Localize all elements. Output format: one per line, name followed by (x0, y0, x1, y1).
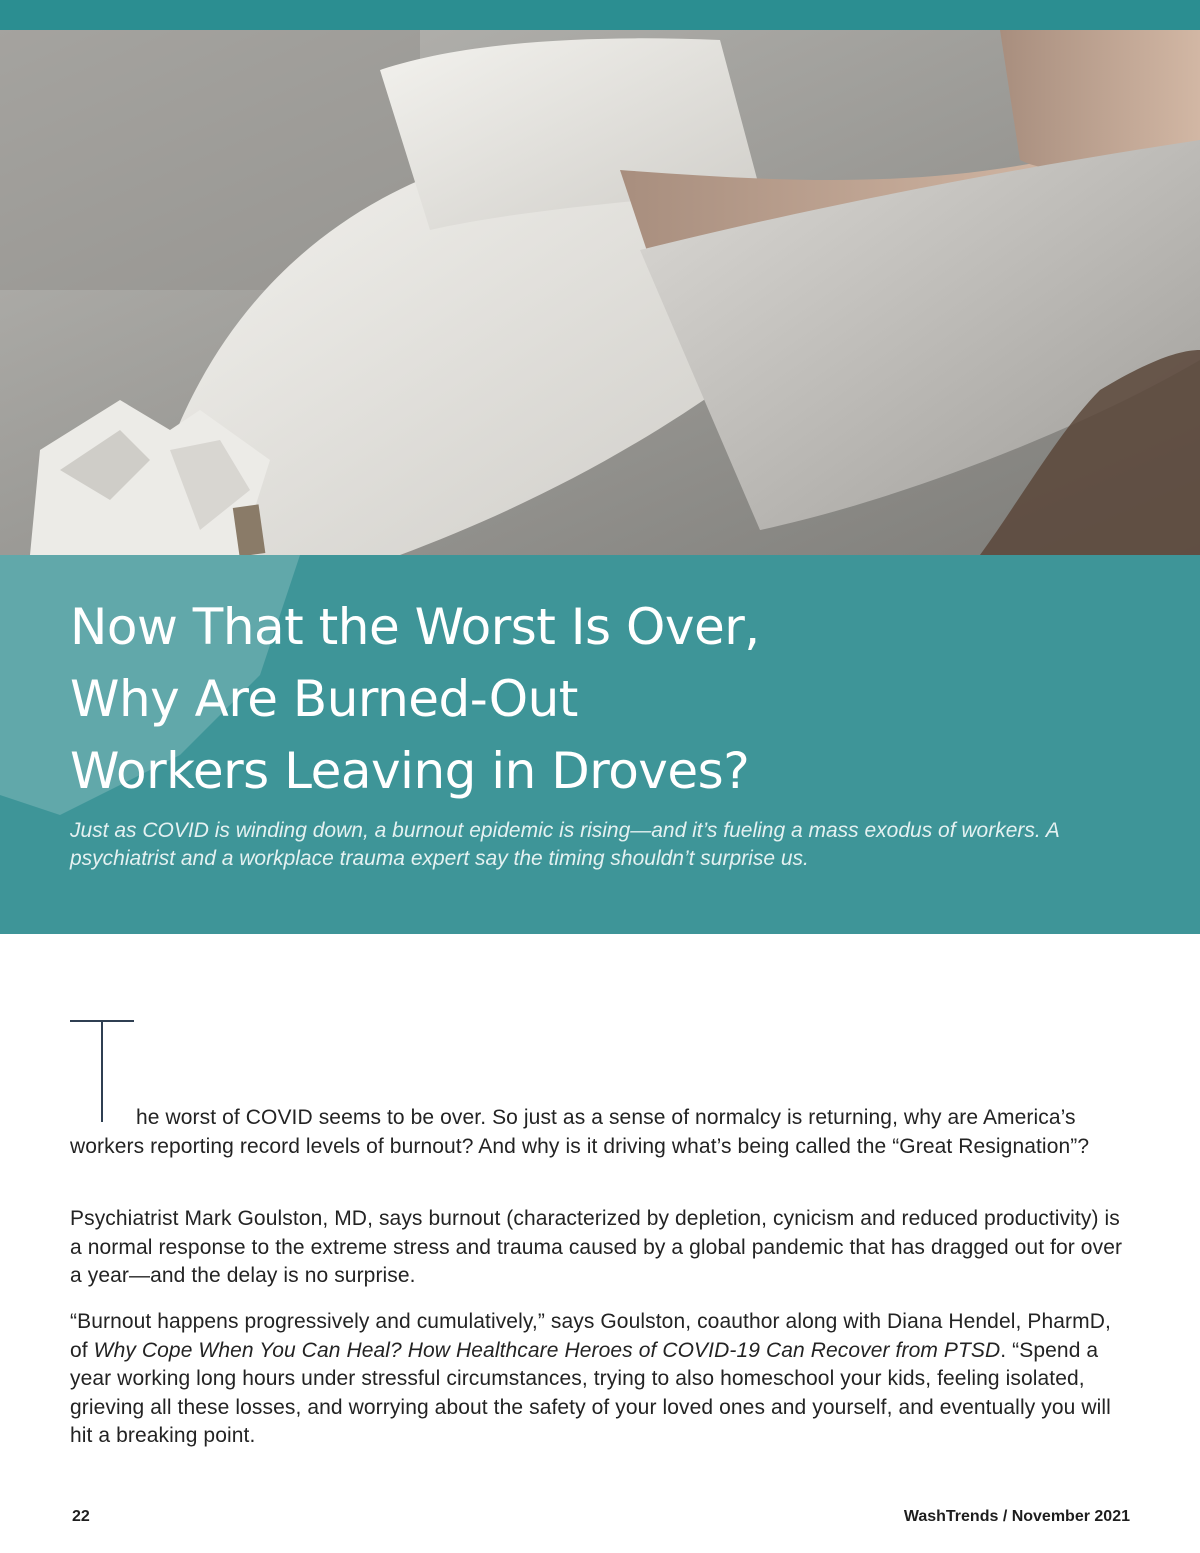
title-band (0, 555, 1200, 934)
deck-subtitle: Just as COVID is winding down, a burnout epidemic is rising—and it’s fueling a mass exodus of workers. A psychiatrist and a workplace trauma expert say the timing shouldn’t surprise us. (70, 819, 1060, 870)
paragraph-2: Psychiatrist Mark Goulston, MD, says burnout (characterized by depletion, cynicism and reduced productivity) is a normal response to the extreme stress and trauma caused by a global pandemic that has dragged out for over a year—and the delay is no surprise. (70, 1207, 1123, 1287)
hero-photo-illustration (0, 30, 1200, 555)
headline-line: Workers Leaving in Droves? (70, 742, 750, 800)
paragraph-3-lead: “Burnout happens progressively and cumulatively,” says Goulston, coauthor along with Diana Hendel, PharmD, of (70, 1310, 1111, 1362)
headline-line: Now That the Worst Is Over, (70, 598, 760, 656)
paragraph-1: he worst of COVID seems to be over. So just as a sense of normalcy is returning, why are America’s workers reporting record levels of burnout? And why is it driving what’s being called the “Great Resignation”? (70, 1106, 1090, 1158)
page-number: 22 (72, 1508, 90, 1525)
headline (70, 591, 1120, 807)
book-title: Why Cope When You Can Heal? How Healthcare Heroes of COVID-19 Can Recover from PTSD (93, 1338, 1001, 1362)
paragraph-3 (70, 1308, 1130, 1451)
paragraph-3-rest: . “Spend a year working long hours under stressful circumstances, trying to also homeschool your kids, feeling isolated, grieving all these losses, and worrying about the safety of your loved ones and yourself, and eventually you will hit a breaking point. (70, 1338, 1111, 1447)
publication-info: WashTrends / November 2021 (903, 1508, 1130, 1525)
hero-photo (0, 30, 1200, 555)
top-accent-bar (0, 0, 1200, 30)
headline-line: Why Are Burned-Out (70, 670, 578, 728)
